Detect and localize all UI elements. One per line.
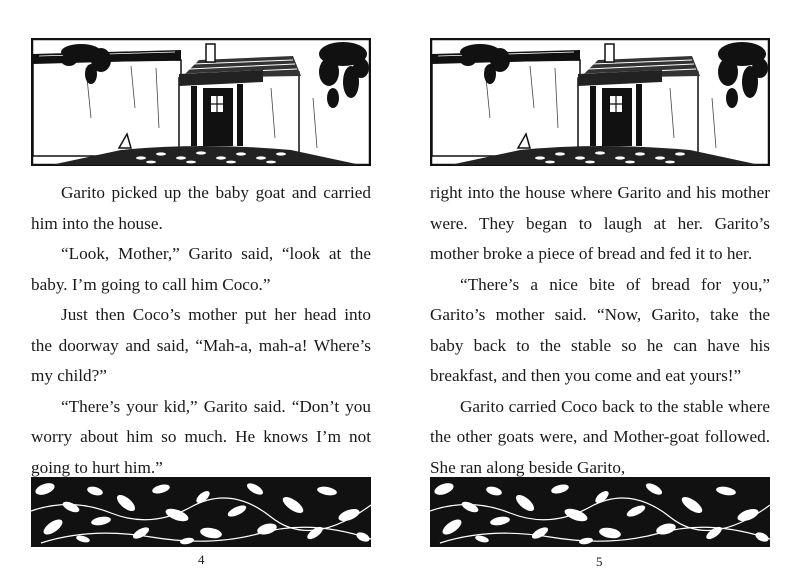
page-number: 4 (198, 552, 205, 567)
paragraph: Garito picked up the baby goat and carried him into the house. (31, 183, 371, 233)
left-page (0, 0, 396, 588)
village-house-illustration (430, 38, 770, 166)
village-house-illustration (31, 38, 371, 166)
paragraph: right into the house where Garito and his mother were. They began to laugh at her. Garito’s mother broke a piece of bread and fed it to her. (430, 183, 770, 263)
vine-border-illustration (31, 477, 371, 547)
vine-border-illustration (430, 477, 770, 547)
right-page (396, 0, 793, 588)
left-page-text (31, 178, 371, 514)
paragraph: “Look, Mother,” Garito said, “look at the baby. I’m going to call him Coco.” (31, 244, 371, 294)
paragraph: “There’s a nice bite of bread for you,” Garito’s mother said. “Now, Garito, take the baby back to the stable so he can have his breakfast, and then you come and eat yours!” (430, 274, 770, 385)
page-number: 5 (596, 554, 603, 569)
right-page-text (430, 178, 770, 483)
paragraph: Garito carried Coco back to the stable where the other goats were, and Mother-goat followed. She ran along beside Garito, (430, 396, 770, 477)
paragraph: Just then Coco’s mother put her head into the doorway and said, “Mah-a, mah-a! Where’s my child?” (31, 305, 371, 385)
paragraph: “There’s your kid,” Garito said. “Don’t you worry about him so much. He knows I’m not going to hurt him.” (31, 396, 371, 477)
